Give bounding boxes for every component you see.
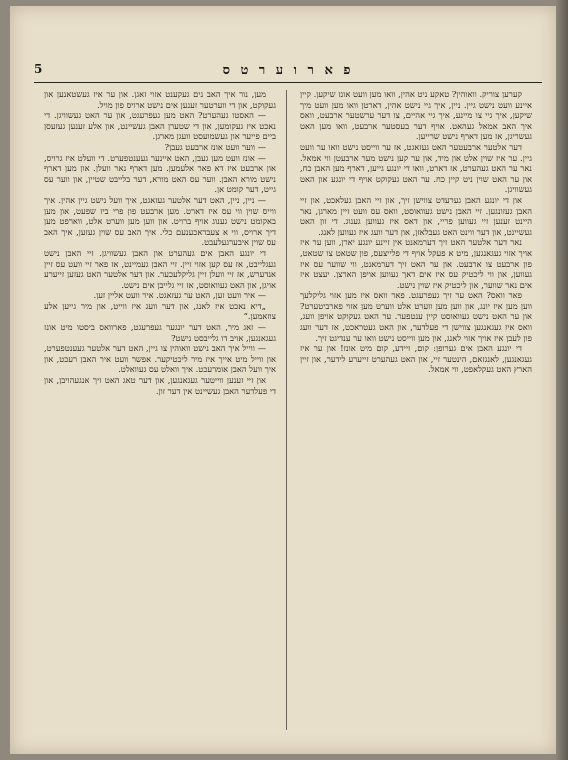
page-header bbox=[34, 62, 542, 82]
paragraph: — איר וועט זען, האט ער געזאגט. איר וועט אליין זען. bbox=[93, 290, 266, 301]
paragraph: און די יונגע האבן גערעדט צווישן זיך, און זיי האבן געלאכט, און זיי האבן געזונגען. זיי האבן נישט געוואוסט, וואס עס וועט זיין מארגן, נאר היינט זענען זיי געווען פריי, און דאס איז געווען גענוג. די זון האט געשיינט, און דער ווינט האט געבלאזן, און דער וועג איז געווען לאנג. bbox=[300, 194, 532, 237]
paragraph: דער אלטער ארבעטער האט געזאגט, אז ער ווייסט נישט וואו ער וועט גיין. ער איז שוין אלט און מיד, און ער קען נישט מער ארבעטן ווי אמאל. נאר ער האט געהערט, אז דארט, וואו די יונגע גייען, דארף מען האבן כח, און ער האט שוין ניט קיין כח. ער האט געקוקט אויף די יונגע און האט געשוויגן. bbox=[300, 141, 532, 195]
paragraph: און זיי זענען ווייטער געגאנגען, און דער טאג האט זיך אנגעהויבן, און די פעלדער האבן געשיינט אין דער זון. bbox=[44, 375, 276, 396]
right-text-column bbox=[300, 89, 532, 737]
running-title: פ א ר ו ע ר ט ס bbox=[222, 63, 354, 78]
paragraph: קערען צוריק. וואוהין? טאקע ניט אהין, וואו מען וועט אונז שיקען. קיין איינע וועט נישט גיין. ניין, איך גיי נישט אהין, דארטן וואו מען וועט מיך שיקען, איך גיי צו מיינע, איך גיי אהיים, צו דער ערשטער ארבעט, וואס איך האב אמאל געהאט. אויף דער בעסטער ארבעט, וואו מען האט געשריגן, אז מען דארף נישט שרייען. bbox=[300, 89, 532, 142]
paragraph: — אונז וועט מען געבן, האט איינער געענטפערט. די וועלט איז גרויס, און ארבעט איז דא פאר אלעמען. מען דארף נאר וועלן. און מען דארף נישט מורא האבן. ווער עס האט מורא, דער בלייבט שטיין, און ווער עס גייט, דער קומט אן. bbox=[44, 152, 276, 195]
paragraph: — ווער וועט אונז ארבעט געבן? bbox=[164, 141, 266, 152]
paragraph: „דיא נאכט איז לאנג, און דער וועג איז ווייט, און מיר גייען אלע צוזאמען.“ bbox=[44, 300, 276, 322]
left-text-column bbox=[44, 89, 276, 737]
paragraph: מען, נור איך האב נים געקענט אזוי זאגן. און ער איז געשטאנען און געקוקט, און די ווערטער זענען אים נישט ארויס פון מויל. bbox=[44, 89, 276, 110]
page-number: 5 bbox=[34, 62, 43, 76]
paragraph: — ווייל איך האב נישט וואוהין צו גיין, האט דער אלטער געענטפערט, און ווייל מיט אייך איז מיר ליכטיקער. אפשר וועט איר האבן רעכט, און איך וועל האבן אומרעכט. איך וואלט עס געוואלט. bbox=[44, 343, 276, 375]
column-divider bbox=[286, 90, 287, 730]
header-rule bbox=[34, 82, 542, 83]
paragraph: די יונגע האבן אים געהערט און האבן געשוויגן. זיי האבן נישט געגלייבט, אז עס קען אזוי זיין. זיי האבן געמיינט, אז פאר זיי וועט עס זיין אנדערש, אז זיי וועלן זיין גליקלעכער. און דער אלטער האט געזען זייערע אויגן, און האט געוואוסט, אז זיי גלייבן אים נישט. bbox=[44, 247, 276, 290]
paragraph: — האסטו געהערט? האט מען געפרעגט, און ער האט געשוויגן. די נאכט איז געקומען, און די שטערן האבן געשיינט, און אלע זענען געזעסן ביים פייער און געשמועסט וועגן מארגן. bbox=[44, 110, 276, 142]
paragraph: פאר וואס? האט ער זיך געפרעגט. פאר וואס איז מען אזוי גליקלעך ווען מען איז יונג, און ווען מען ווערט אלט ווערט מען אזוי פארביטערט? און ער האט נישט געוואוסט קיין ענטפער. ער האט געקוקט אויפן וועג, וואס איז געגאנגען צווישן די פעלדער, און האט געטראכט, אז דער וועג פון לעבן איז אויך אזוי לאנג, און מען ווייסט נישט וואו ער ענדיגט זיך. bbox=[300, 290, 532, 343]
paragraph: נאר דער אלטער האט זיך דערמאנט אין זיינע יונגע יארן, ווען ער איז אויך אזוי געגאנגען, מיט א פעקל אויף די פלייצעס, פון שטאט צו שטאט, פון ארבעט צו ארבעט. און ער האט זיך דערמאנט, ווי שווער עס איז געווען, און ווי ליכטיק עס איז אים דאך געווען אויפן הארצן. יעצט איז אים נאר שווער, און ליכטיק איז שוין נישט. bbox=[300, 237, 532, 290]
binding-edge bbox=[556, 0, 568, 760]
paragraph: די יונגע האבן אים גערופן: קום, זיידע, קום מיט אונז! און ער איז געגאנגען, לאנגזאם, הינטער זיי, און האט געהערט זייערע לידער, און זיין הארץ האט געקלאפט, ווי אמאל. bbox=[300, 343, 532, 375]
paragraph: — זאג מיר, האט דער יונגער געפרעגט, פארוואס ביסטו מיט אונז געגאנגען, אויב דו גלייבסט נישט? bbox=[44, 322, 276, 343]
paragraph: — ניין, ניין, האט דער אלטער געזאגט, איך וועל נישט גיין אהין. איך ווייס שוין ווי עס איז דארט. מען ארבעט פון פרי ביז שפעט, און מען באקומט נישט גענוג אויף ברויט. און ווען מען ווערט אלט, ווארפט מען דיך ארויס, ווי א צעבראכענעם כלי. איך האב עס שוין געזען, איך האב עס שוין איבערגעלעבט. bbox=[44, 194, 276, 248]
